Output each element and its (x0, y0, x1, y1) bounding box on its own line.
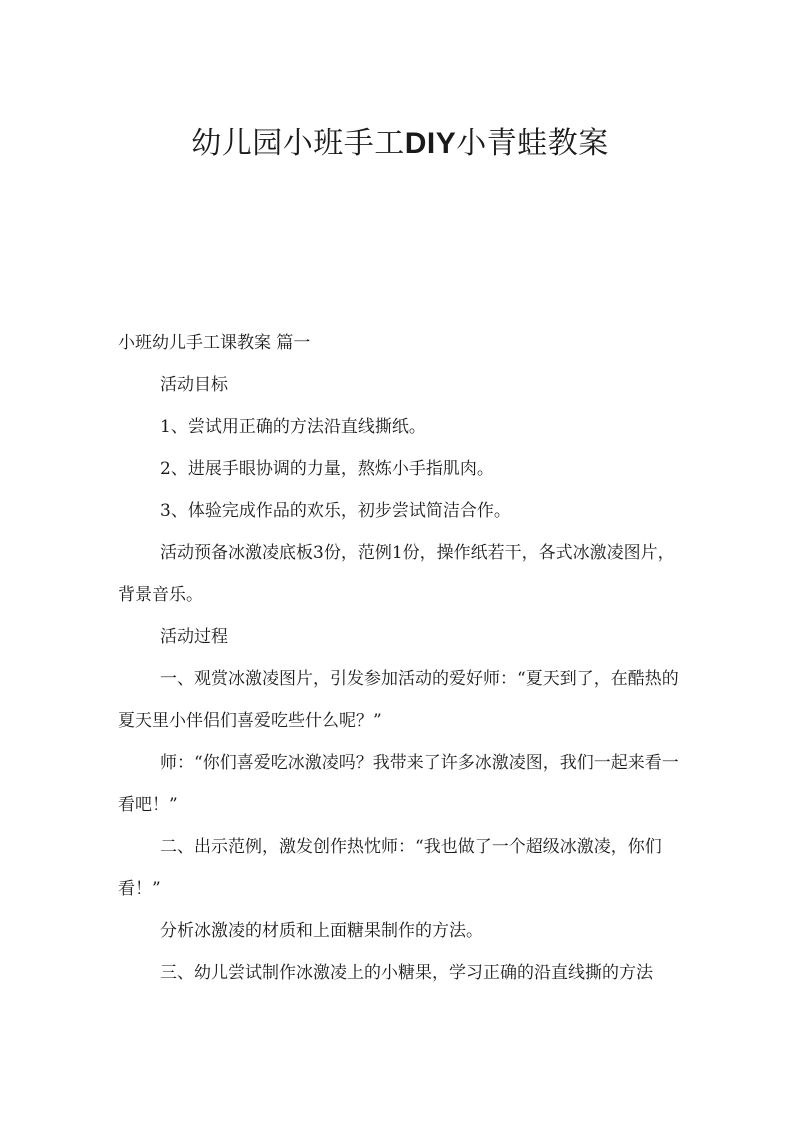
paragraph-analysis: 分析冰激凌的材质和上面糖果制作的方法。 (160, 921, 483, 941)
title-part-2: DIY (404, 127, 457, 160)
paragraph-preparation: 活动预备冰激凌底板3份，范例1份，操作纸若干，各式冰激凌图片，背景音乐。 (118, 543, 675, 605)
section-heading: 小班幼儿手工课教案 篇一 (118, 333, 311, 353)
paragraph-activity-process: 活动过程 (160, 627, 228, 647)
paragraph-teacher-quote: 师：“你们喜爱吃冰激凌吗？我带来了许多冰激凌图，我们一起来看一看吧！” (118, 753, 679, 815)
document-title (0, 124, 800, 164)
paragraph-step-2: 二、出示范例，激发创作热忱师：“我也做了一个超级冰激凌，你们看！” (118, 837, 662, 899)
title-part-3: 小青蛙教案 (456, 126, 609, 161)
paragraph-goal-3: 3、体验完成作品的欢乐，初步尝试简洁合作。 (160, 501, 511, 521)
paragraph-goal-1: 1、尝试用正确的方法沿直线撕纸。 (160, 417, 426, 437)
title-part-1: 幼儿园小班手工 (191, 126, 405, 161)
paragraph-goal-2: 2、进展手眼协调的力量，熬炼小手指肌肉。 (160, 459, 494, 479)
paragraph-step-1: 一、观赏冰激凌图片，引发参加活动的爱好师：“夏天到了，在酷热的夏天里小伴侣们喜爱吃些什么呢？” (118, 669, 679, 731)
document-body (118, 322, 682, 994)
paragraph-step-3: 三、幼儿尝试制作冰激凌上的小糖果，学习正确的沿直线撕的方法 (160, 963, 653, 983)
paragraph-activity-goals: 活动目标 (160, 375, 228, 395)
